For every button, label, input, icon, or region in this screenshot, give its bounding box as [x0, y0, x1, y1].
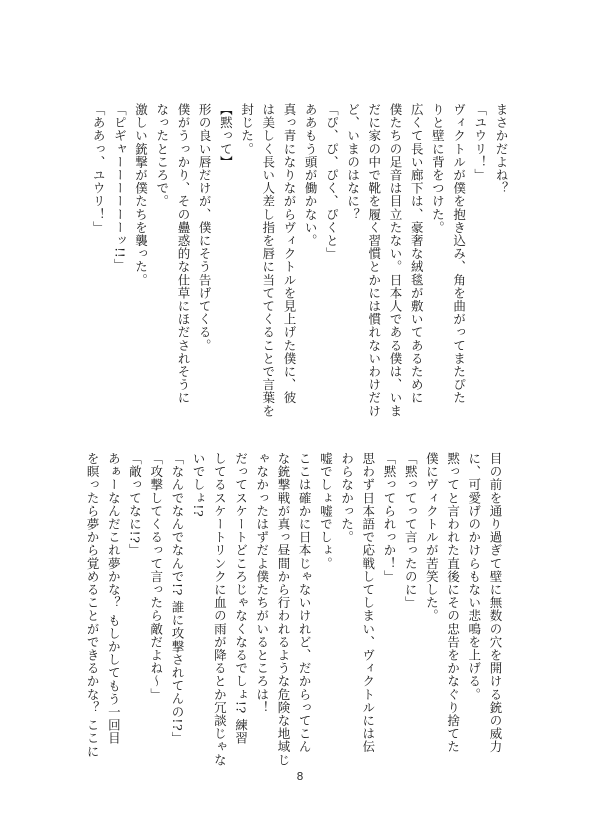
- text-line: 「なんでなんでなんで!? 誰に攻撃されてんの!?」: [169, 452, 185, 745]
- text-line: 「ユウリ！」: [472, 103, 488, 182]
- text-line: 僕がうっかり、その蠱惑的な仕草にほだされそうに: [175, 103, 191, 405]
- text-line: してるスケートリンクに血の雨が降るとか冗談じゃな: [212, 452, 228, 767]
- text-line: ゃなかったはずだよ僕たちがいるところは！: [254, 452, 270, 714]
- text-line: な銃撃戦が真っ昼間から行われるような危険な地域じ: [275, 452, 291, 767]
- text-line: 「攻撃してくるって言ったら敵だよね～」: [148, 452, 164, 701]
- text-line: 激しい銃撃が僕たちを襲った。: [133, 103, 149, 287]
- text-line: ヴィクトルが僕を抱き込み、角を曲がってまたぴた: [451, 103, 467, 405]
- text-line: あぁーなんだこれ夢かな？ もしかしてもう一回目: [106, 452, 122, 745]
- text-line: だってスケートどころじゃなくなるでしょ!? 練習: [233, 452, 249, 745]
- text-line: 僕たちの足音は目立たない。日本人である僕は、いま: [387, 103, 403, 418]
- text-line: いでしょ!?: [191, 452, 207, 518]
- text-line: 嘘でしょ嘘でしょ。: [318, 452, 334, 570]
- lower-text-column: [82, 452, 506, 767]
- text-line: は美しく長い人差し指を唇に当ててくることで言葉を: [260, 103, 276, 418]
- text-line: だに家の中で靴を履く習慣とかには慣れないわけだけ: [366, 103, 382, 418]
- text-line: ああもう頭が働かない。: [303, 103, 319, 248]
- text-line: 思わず日本語で応戦してしまい、ヴィクトルには伝: [360, 452, 376, 754]
- text-line: 真っ青になりながらヴィクトルを見上げた僕に、彼: [281, 103, 297, 405]
- upper-text-column: [88, 103, 512, 418]
- text-line: 「黙ってって言ったのに」: [403, 452, 419, 610]
- text-line: 広くて長い廊下は、豪奢な絨毯が敷いてあるために: [409, 103, 425, 405]
- text-line: なったところで。: [154, 103, 170, 208]
- text-line: 「ぴ、ぴ、ぴく、ぴくと」: [324, 103, 340, 261]
- text-line: 「ああっ、ユウリ！」: [91, 103, 107, 234]
- page-number: 8: [296, 770, 304, 783]
- text-line: を瞑ったら夢から覚めることができるかな？ ここに: [85, 452, 101, 758]
- text-line: 形の良い唇だけが、僕にそう告げてくる。: [197, 103, 213, 352]
- text-line: ここは確かに日本じゃないけれど、だからってこん: [297, 452, 313, 754]
- text-line: まさかだよね？: [494, 103, 509, 195]
- text-line: 「黙ってられっか！」: [381, 452, 397, 583]
- text-line: 「ピギャーーーーーーッ!!」: [112, 103, 128, 272]
- text-line: りと壁に背をつけた。: [430, 103, 446, 234]
- text-line: 封じた。: [239, 103, 255, 156]
- text-line: わらなかった。: [339, 452, 355, 544]
- text-line: 僕にヴィクトルが苦笑した。: [424, 452, 440, 623]
- text-line: 「敵ってなに!?」: [127, 452, 143, 557]
- text-line: 黙ってと言われた直後にその忠告をかなぐり捨てた: [445, 452, 461, 754]
- text-line: 【黙って】: [218, 103, 234, 169]
- text-line: に、可愛げのかけらもない悲鳴を上げる。: [466, 452, 482, 701]
- text-line: 目の前を通り過ぎて壁に無数の穴を開ける銃の威力: [488, 452, 503, 754]
- text-line: ど、いまのはなに？: [345, 103, 361, 221]
